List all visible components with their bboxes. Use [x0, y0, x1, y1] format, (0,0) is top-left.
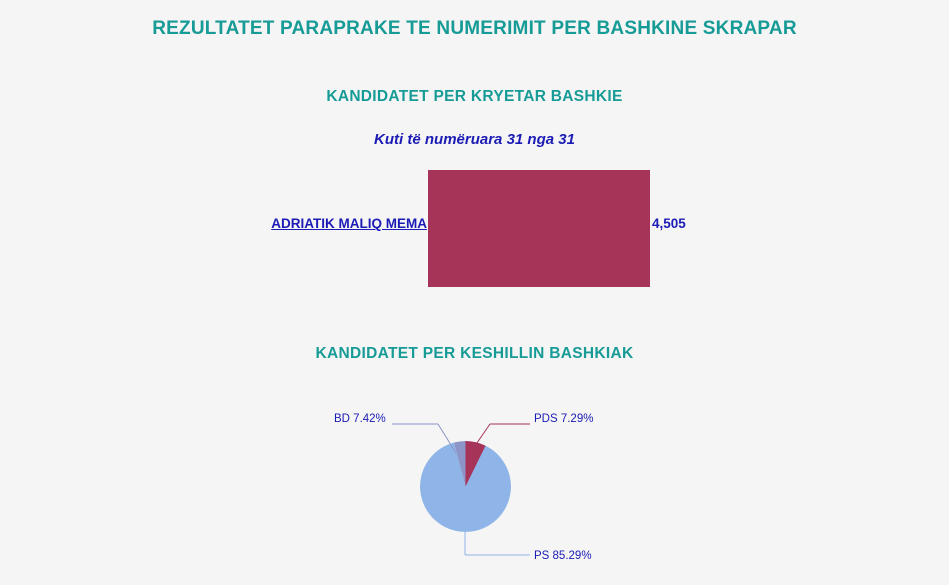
mayor-section-title: KANDIDATET PER KRYETAR BASHKIE [326, 88, 623, 105]
bar-candidate-label[interactable]: ADRIATIK MALIQ MEMA [271, 216, 427, 231]
page-title: REZULTATET PARAPRAKE TE NUMERIMIT PER BASHKINE SKRAPAR [152, 18, 797, 39]
council-section-title: KANDIDATET PER KESHILLIN BASHKIAK [315, 345, 634, 362]
boxes-counted-text: Kuti të numëruara 31 nga 31 [374, 131, 575, 148]
pie-label-bd: BD 7.42% [334, 413, 386, 425]
bar-value-label: 4,505 [652, 216, 686, 231]
pie-label-pds: PDS 7.29% [534, 413, 594, 425]
council-pie-chart [0, 390, 949, 585]
bar-rect-adriatik-maliq-mema [428, 170, 650, 287]
pie-label-ps: PS 85.29% [534, 550, 592, 562]
